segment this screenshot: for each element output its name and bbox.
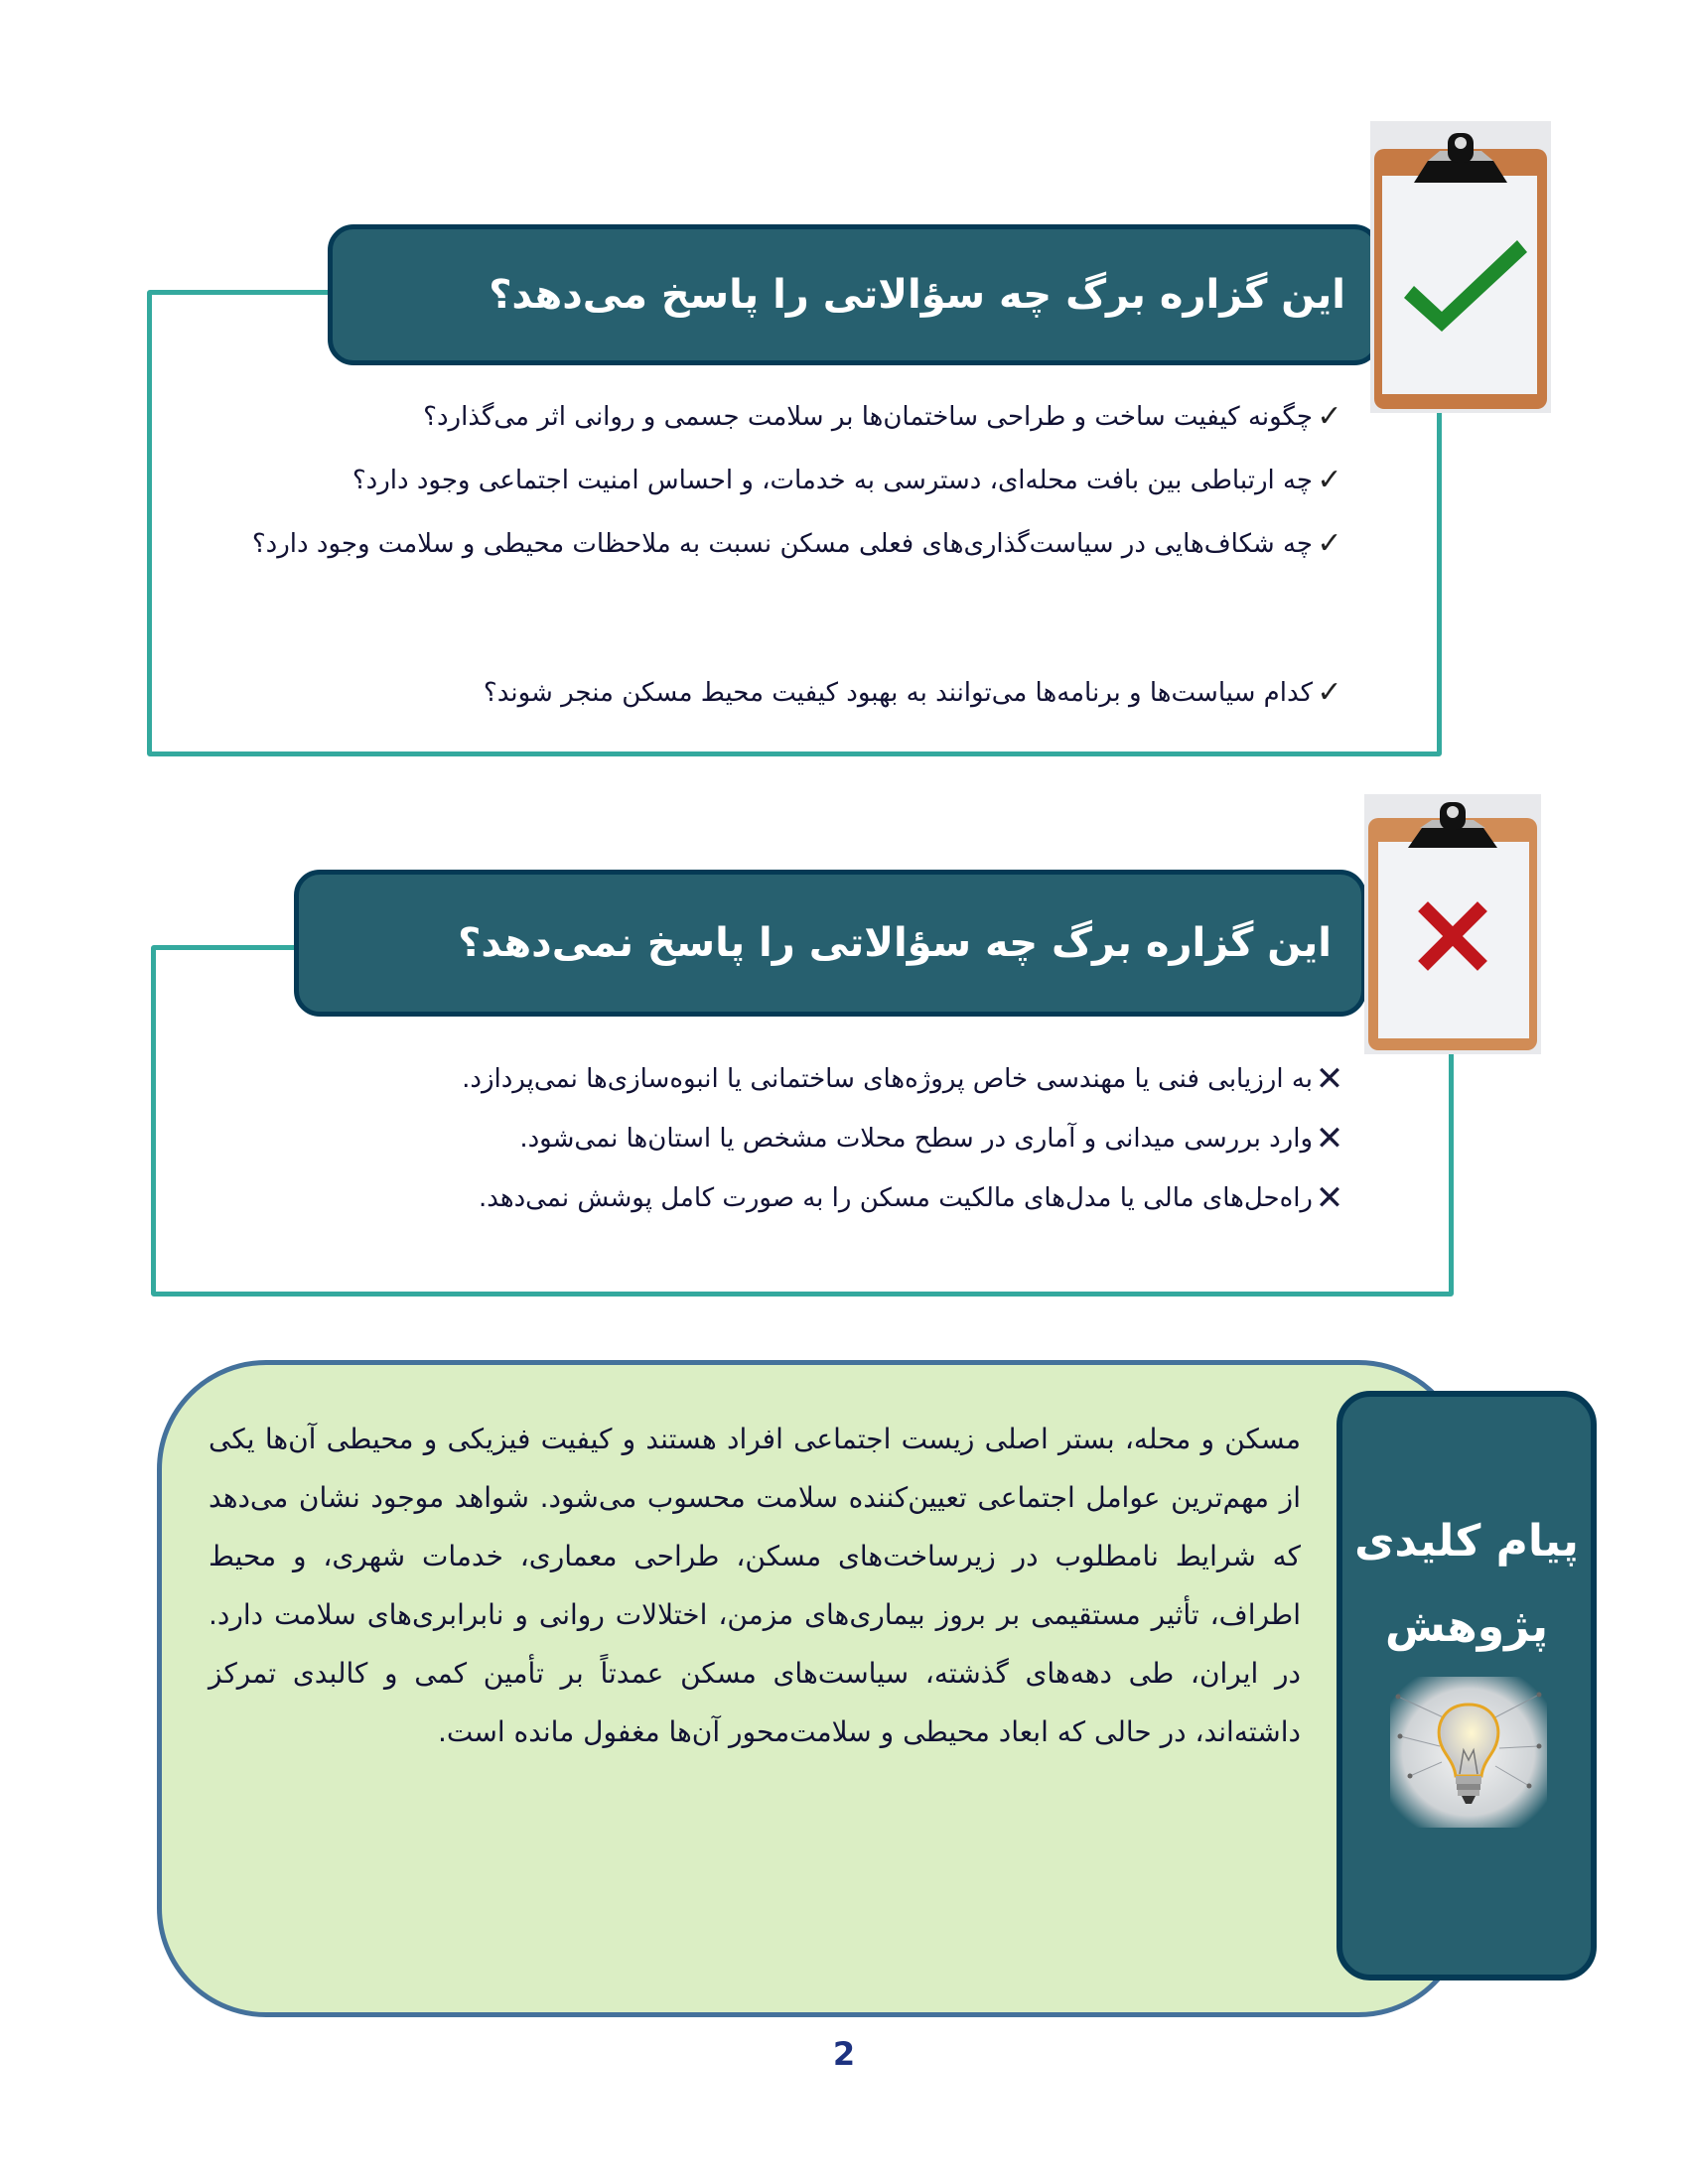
- question-text: کدام سیاست‌ها و برنامه‌ها می‌توانند به بهبود کیفیت محیط مسکن منجر شوند؟: [483, 678, 1313, 708]
- key-message-title-line1: پیام کلیدی: [1354, 1516, 1579, 1567]
- not-answers-title: این گزاره برگ چه سؤالاتی را پاسخ نمی‌دهد؟: [458, 920, 1332, 966]
- list-item: [298, 1050, 1346, 1110]
- clipboard-check-icon: [1370, 121, 1551, 413]
- limitation-text: راه‌حل‌های مالی یا مدل‌های مالکیت مسکن را به صورت کامل پوشش نمی‌دهد.: [478, 1183, 1313, 1213]
- list-item: [189, 449, 1346, 512]
- check-icon: ✓: [1317, 399, 1342, 434]
- limitation-text: به ارزیابی فنی یا مهندسی خاص پروژه‌های ساختمانی یا انبوه‌سازی‌ها نمی‌پردازد.: [462, 1064, 1313, 1094]
- key-message-panel: [1336, 1391, 1597, 1980]
- list-item: [298, 1169, 1346, 1229]
- check-icon: ✓: [1317, 675, 1342, 710]
- question-text: چه شکاف‌هایی در سیاست‌گذاری‌های فعلی مسکن نسبت به ملاحظات محیطی و سلامت وجود دارد؟: [251, 529, 1313, 559]
- not-answers-banner: [294, 870, 1366, 1017]
- list-item: [189, 512, 1346, 661]
- check-icon: ✓: [1317, 526, 1342, 561]
- x-icon: ✕: [1315, 1119, 1344, 1159]
- answers-list: [189, 385, 1346, 725]
- check-icon: ✓: [1317, 463, 1342, 497]
- list-item: [189, 385, 1346, 449]
- list-item: [189, 661, 1346, 725]
- x-icon: ✕: [1315, 1178, 1344, 1218]
- clipboard-x-icon: [1364, 794, 1541, 1054]
- key-message-body: مسکن و محله، بستر اصلی زیست اجتماعی افراد هستند و کیفیت فیزیکی و محیطی آن‌ها یکی از مهم‌ترین عوامل اجتماعی تعیین‌کننده سلامت محسوب می‌شود. شواهد موجود نشان می‌دهد که شرایط نامطلوب در زیرساخت‌های مسکن، طراحی معماری، خدمات شهری، و محیط اطراف، تأثیر مستقیمی بر بروز بیماری‌های مزمن، اختلالات روانی و نابرابری‌های سلامت دارد. در ایران، طی دهه‌های گذشته، سیاست‌های مسکن عمدتاً بر تأمین کمی و کالبدی تمرکز داشته‌اند، در حالی که ابعاد محیطی و سلامت‌محور آن‌ها مغفول مانده است.: [209, 1423, 1301, 1748]
- list-item: [298, 1110, 1346, 1169]
- question-text: چگونه کیفیت ساخت و طراحی ساختمان‌ها بر سلامت جسمی و روانی اثر می‌گذارد؟: [423, 402, 1313, 432]
- x-icon: ✕: [1315, 1059, 1344, 1099]
- lightbulb-icon: [1390, 1677, 1547, 1828]
- not-answers-list: [298, 1050, 1346, 1229]
- question-text: چه ارتباطی بین بافت محله‌ای، دسترسی به خدمات، و احساس امنیت اجتماعی وجود دارد؟: [352, 466, 1313, 495]
- limitation-text: وارد بررسی میدانی و آماری در سطح محلات مشخص یا استان‌ها نمی‌شود.: [519, 1124, 1313, 1154]
- key-message-title-line2: پژوهش: [1385, 1601, 1548, 1652]
- answers-banner: [328, 224, 1380, 365]
- page-number: 2: [832, 2035, 856, 2073]
- answers-title: این گزاره برگ چه سؤالاتی را پاسخ می‌دهد؟: [489, 272, 1345, 318]
